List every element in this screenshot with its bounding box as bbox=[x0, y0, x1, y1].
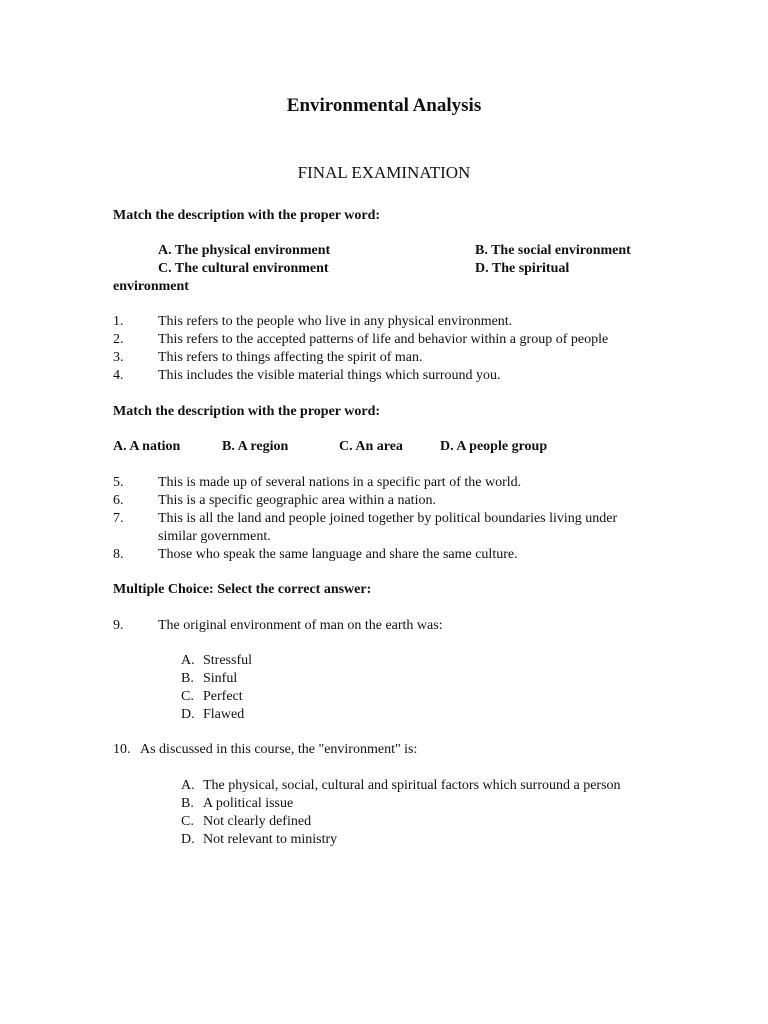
question-number: 5. bbox=[113, 475, 124, 490]
section3-instruction: Multiple Choice: Select the correct answer: bbox=[113, 582, 372, 597]
question-number: 4. bbox=[113, 368, 124, 383]
question-number: 7. bbox=[113, 511, 124, 526]
section1-option-a: A. The physical environment bbox=[158, 243, 331, 258]
section1-option-d: D. The spiritual bbox=[475, 261, 570, 276]
question-text: This is a specific geographic area within a nation. bbox=[158, 493, 436, 508]
choice-text: Stressful bbox=[203, 653, 252, 668]
choice-text: Not relevant to ministry bbox=[203, 832, 338, 847]
section1-option-d-wrap: environment bbox=[113, 279, 189, 294]
choice-letter: A. bbox=[181, 653, 195, 668]
section2-option-a: A. A nation bbox=[113, 439, 181, 454]
question-text-continued: similar government. bbox=[158, 529, 271, 544]
section1-option-b: B. The social environment bbox=[475, 243, 631, 258]
choice-text: Flawed bbox=[203, 707, 245, 722]
section1-instruction: Match the description with the proper word: bbox=[113, 208, 381, 223]
choice-text: A political issue bbox=[203, 796, 294, 811]
choice-letter: B. bbox=[181, 796, 194, 811]
choice-letter: D. bbox=[181, 832, 195, 847]
question-text: This is all the land and people joined together by political boundaries living under bbox=[158, 511, 618, 526]
document-title: Environmental Analysis bbox=[286, 95, 482, 116]
question-text: This refers to the people who live in any physical environment. bbox=[158, 314, 513, 329]
question-number: 1. bbox=[113, 314, 124, 329]
choice-letter: B. bbox=[181, 671, 194, 686]
choice-text: Sinful bbox=[203, 671, 238, 686]
section1-option-c: C. The cultural environment bbox=[158, 261, 329, 276]
choice-letter: D. bbox=[181, 707, 195, 722]
choice-text: Perfect bbox=[203, 689, 243, 704]
choice-letter: C. bbox=[181, 689, 194, 704]
section2-instruction: Match the description with the proper word: bbox=[113, 404, 381, 419]
choice-text: Not clearly defined bbox=[203, 814, 312, 829]
question-number: 10. bbox=[113, 742, 131, 757]
choice-text: The physical, social, cultural and spiritual factors which surround a person bbox=[203, 778, 621, 793]
question-text: This refers to the accepted patterns of life and behavior within a group of people bbox=[158, 332, 609, 347]
question-number: 8. bbox=[113, 547, 124, 562]
question-text: Those who speak the same language and share the same culture. bbox=[158, 547, 518, 562]
section2-option-b: B. A region bbox=[222, 439, 289, 454]
document-subtitle: FINAL EXAMINATION bbox=[297, 163, 471, 182]
question-number: 3. bbox=[113, 350, 124, 365]
question-text: This includes the visible material things which surround you. bbox=[158, 368, 501, 383]
question-text: This is made up of several nations in a specific part of the world. bbox=[158, 475, 522, 490]
section2-option-d: D. A people group bbox=[440, 439, 548, 454]
question-text: As discussed in this course, the "environment" is: bbox=[140, 742, 418, 757]
question-number: 9. bbox=[113, 618, 124, 633]
choice-letter: C. bbox=[181, 814, 194, 829]
choice-letter: A. bbox=[181, 778, 195, 793]
question-text: This refers to things affecting the spirit of man. bbox=[158, 350, 423, 365]
question-number: 2. bbox=[113, 332, 124, 347]
question-number: 6. bbox=[113, 493, 124, 508]
question-text: The original environment of man on the earth was: bbox=[158, 618, 443, 633]
section2-option-c: C. An area bbox=[339, 439, 403, 454]
